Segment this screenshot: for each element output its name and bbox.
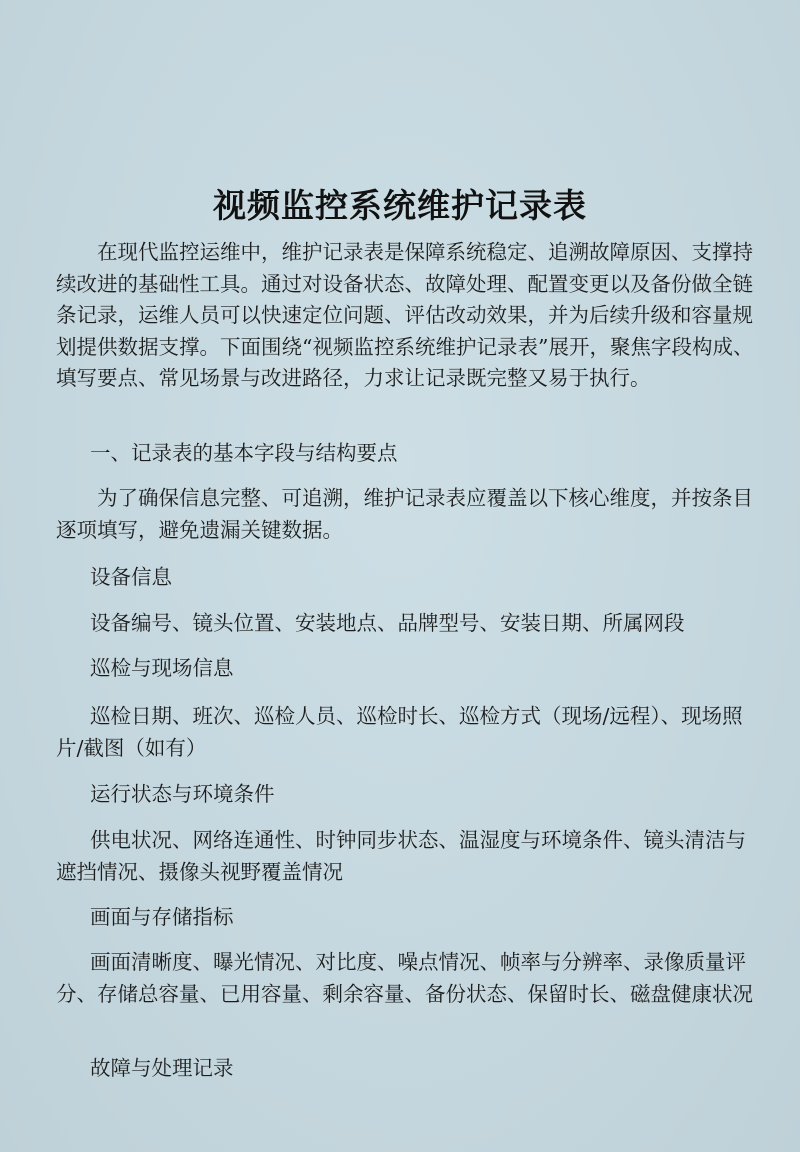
item-heading-image-storage: 画面与存储指标 bbox=[90, 905, 234, 929]
item-heading-runtime: 运行状态与环境条件 bbox=[90, 782, 275, 806]
document-title: 视频监控系统维护记录表 bbox=[213, 186, 587, 225]
item-desc-device-info: 设备编号、镜头位置、安装地点、品牌型号、安装日期、所属网段 bbox=[90, 611, 685, 635]
intro-paragraph: 在现代监控运维中，维护记录表是保障系统稳定、追溯故障原因、支撑持续改进的基础性工具。通过对设备状态、故障处理、配置变更以及备份做全链条记录，运维人员可以快速定位问题、评估改动效果，并为后续升级和容量规划提供数据支撑。下面围绕“视频监控系统维护记录表”展开，聚焦字段构成、填写要点、常见场景与改进路径，力求让记录既完整又易于执行。 bbox=[56, 240, 754, 390]
item-heading-inspection: 巡检与现场信息 bbox=[90, 656, 234, 680]
section-intro-paragraph: 为了确保信息完整、可追溯，维护记录表应覆盖以下核心维度，并按条目逐项填写，避免遗漏关键数据。 bbox=[56, 486, 753, 542]
section-heading: 一、记录表的基本字段与结构要点 bbox=[90, 441, 398, 465]
item-desc-inspection: 巡检日期、班次、巡检人员、巡检时长、巡检方式（现场/远程）、现场照片/截图（如有） bbox=[56, 704, 743, 760]
item-desc-image-storage: 画面清晰度、曝光情况、对比度、噪点情况、帧率与分辨率、录像质量评分、存储总容量、已用容量、剩余容量、备份状态、保留时长、磁盘健康状况 bbox=[56, 950, 753, 1006]
item-heading-fault: 故障与处理记录 bbox=[90, 1056, 234, 1080]
item-desc-runtime: 供电状况、网络连通性、时钟同步状态、温湿度与环境条件、镜头清洁与遮挡情况、摄像头视野覆盖情况 bbox=[56, 828, 746, 884]
item-heading-device-info: 设备信息 bbox=[90, 565, 172, 589]
